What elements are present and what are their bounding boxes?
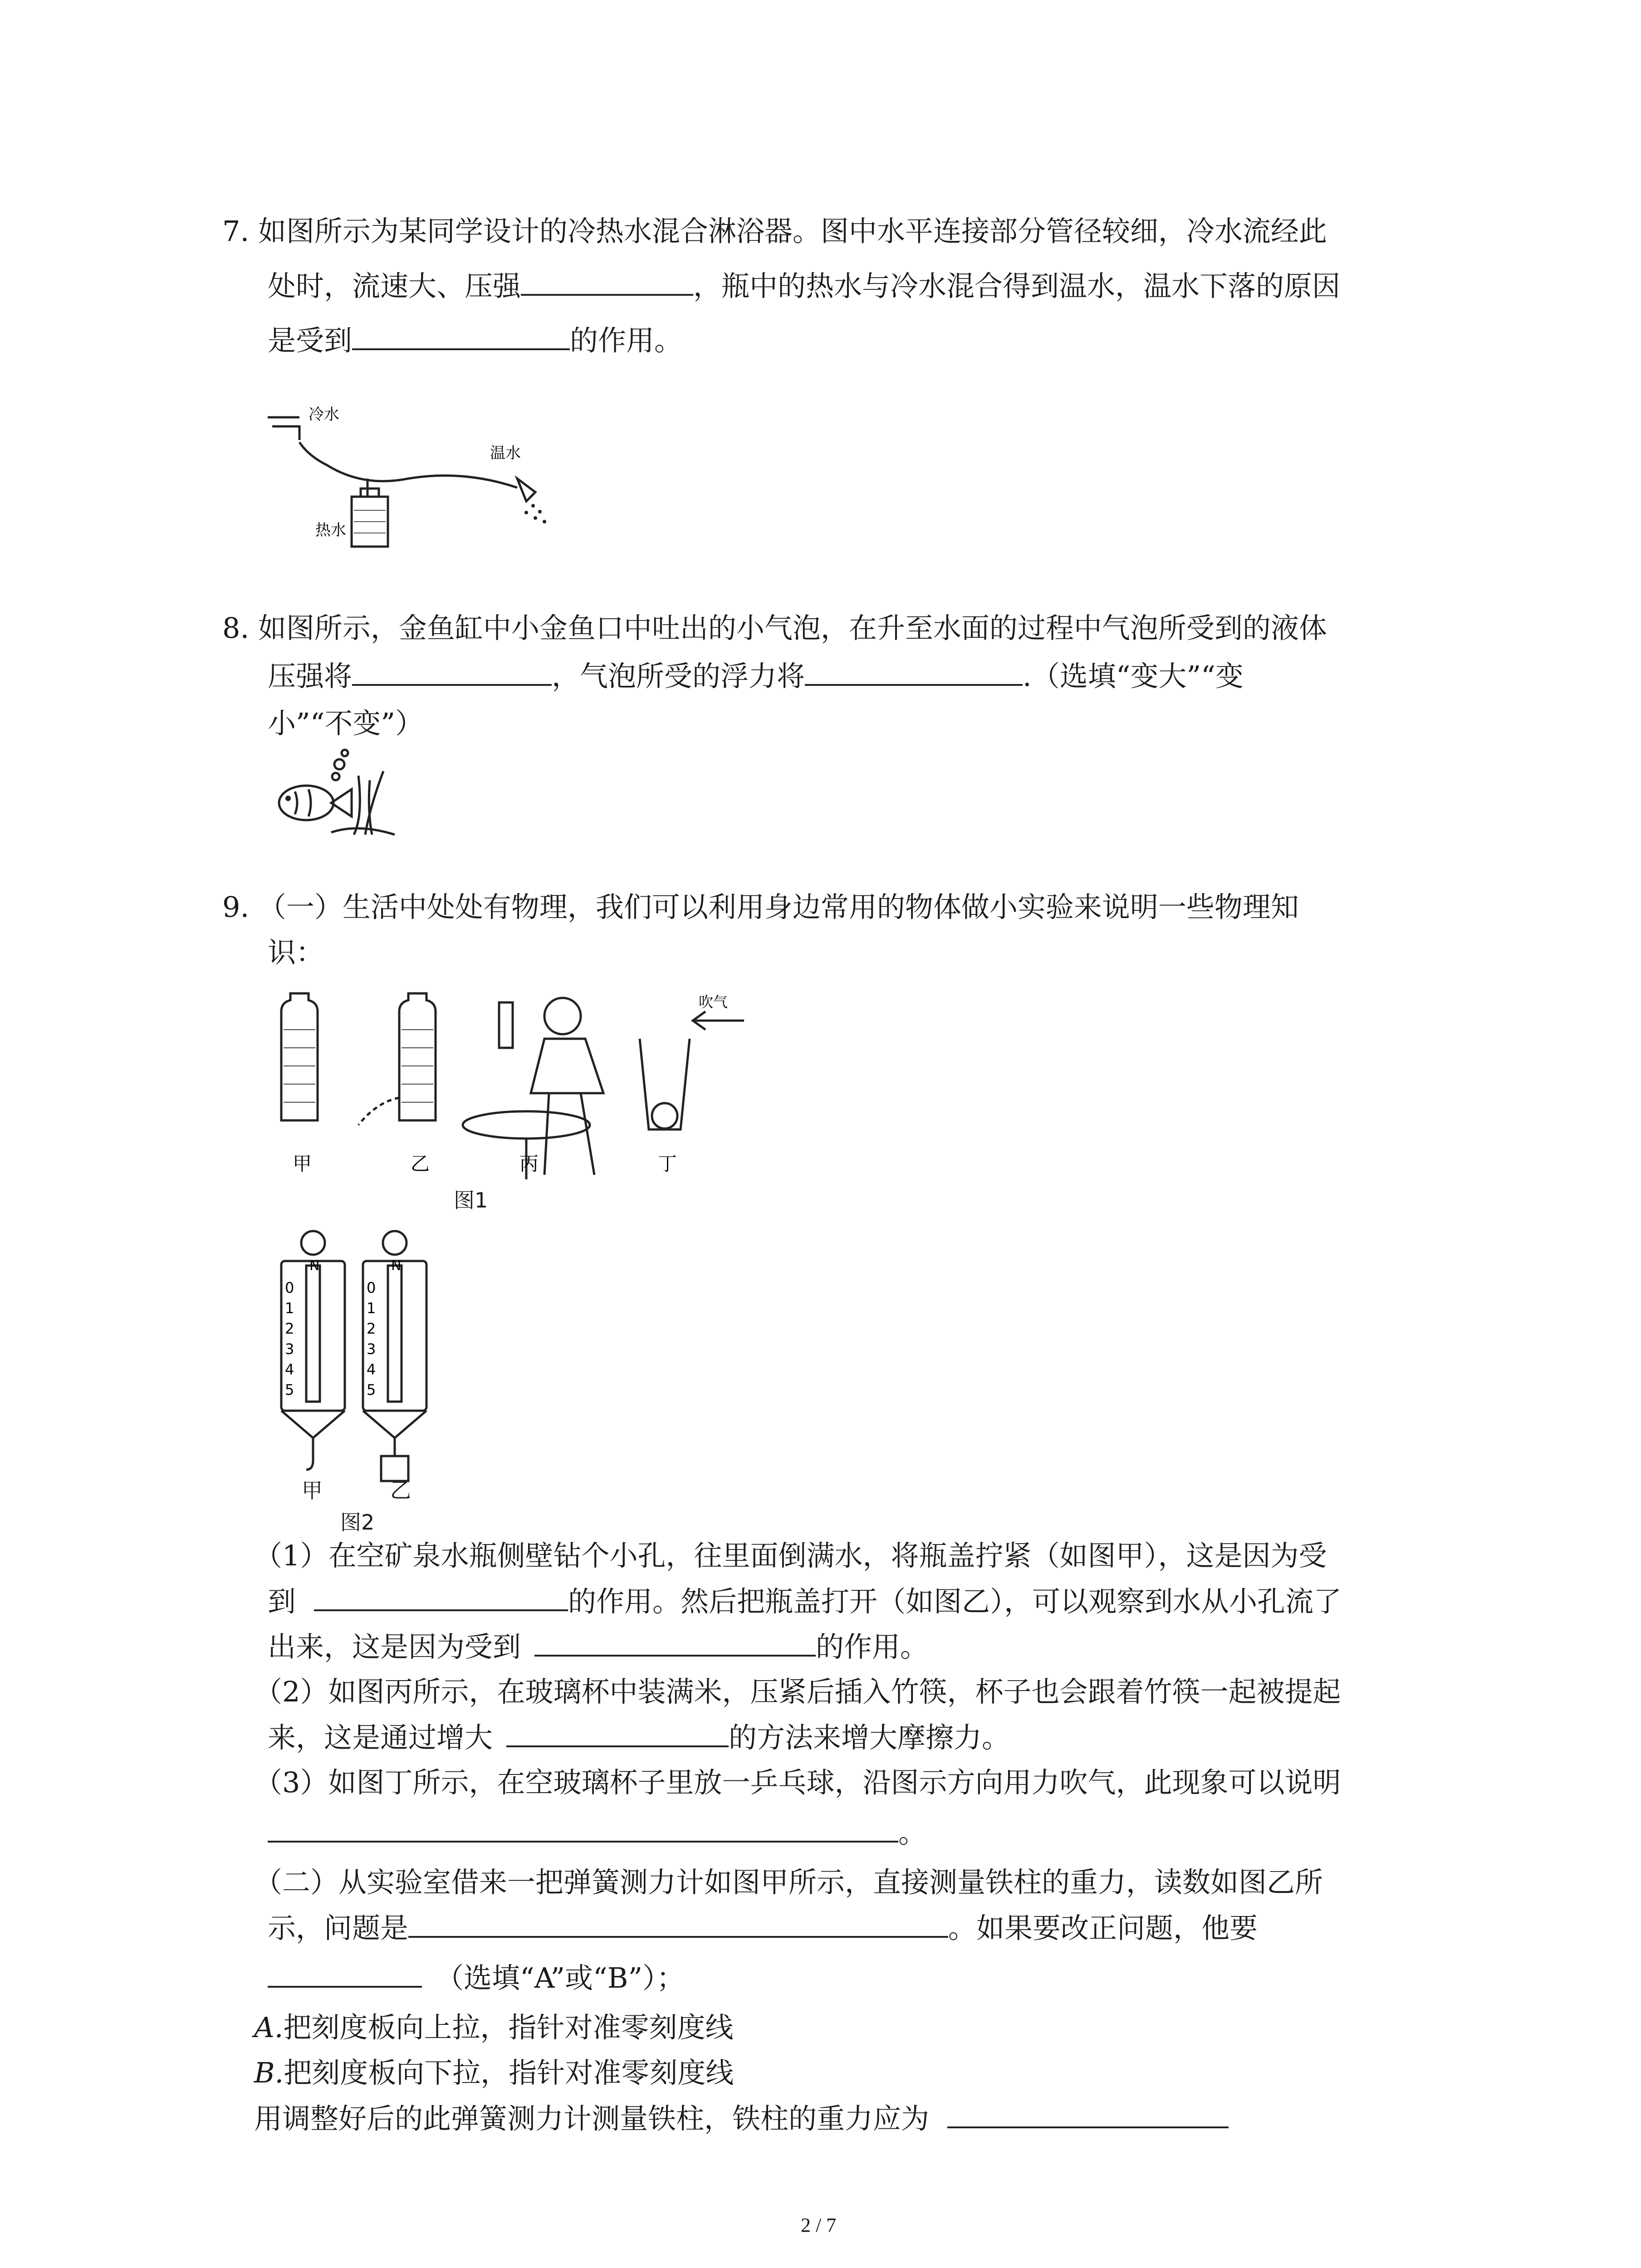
- q9-p3-line-1: （3）如图丁所示，在空玻璃杯子里放一乒乓球，沿图示方向用力吹气，此现象可以说明: [254, 1766, 1341, 1799]
- shower-mixer-figure: [254, 399, 581, 553]
- q7-line-1: 7. 如图所示为某同学设计的冷热水混合淋浴器。图中水平连接部分管径较细，冷水流经此: [222, 215, 1327, 248]
- q9-p5-line: 用调整好后的此弹簧测力计测量铁柱，铁柱的重力应为: [254, 2100, 1229, 2137]
- tick-left-0: 0: [285, 1279, 294, 1296]
- q9-blank-4[interactable]: [268, 1814, 898, 1843]
- q8-line-3: 小”“不变”）: [268, 707, 424, 740]
- scale-unit-yi: N: [391, 1258, 402, 1274]
- figure-2-caption: 图2: [340, 1510, 375, 1535]
- fig1-label-ding: 丁: [658, 1153, 677, 1175]
- q9-blank-2[interactable]: [534, 1628, 816, 1657]
- q9-p1-line-3: 出来，这是因为受到 的作用。: [268, 1628, 928, 1665]
- tick-right-3: 3: [367, 1340, 376, 1358]
- page-number: 2 / 7: [801, 2214, 837, 2236]
- figure-2-spring-scales: [272, 1225, 454, 1497]
- q9-p1-line-1: （1）在空矿泉水瓶侧壁钻个小孔，往里面倒满水，将瓶盖拧紧（如图甲），这是因为受: [254, 1539, 1327, 1572]
- goldfish-figure: [263, 748, 413, 839]
- tick-right-2: 2: [367, 1320, 376, 1337]
- q9-blank-1[interactable]: [314, 1583, 568, 1611]
- scale-unit-jia: N: [309, 1258, 320, 1274]
- tick-left-4: 4: [285, 1361, 294, 1378]
- q7-blank-1[interactable]: [521, 268, 693, 296]
- q9-blank-5[interactable]: [408, 1910, 948, 1938]
- fig1-label-yi: 乙: [411, 1153, 430, 1175]
- q9-p4-line-3: （选填“A”或“B”）；: [268, 1960, 685, 1996]
- q9-p2-line-1: （2）如图丙所示，在玻璃杯中装满米，压紧后插入竹筷，杯子也会跟着竹筷一起被提起: [254, 1675, 1341, 1708]
- fig1-label-bing: 丙: [519, 1153, 539, 1175]
- figure-1-caption: 图1: [454, 1188, 488, 1212]
- tick-left-1: 1: [285, 1300, 294, 1317]
- tick-right-1: 1: [367, 1300, 376, 1317]
- fig2-label-jia: 甲: [302, 1478, 323, 1503]
- q9-line-2: 识：: [268, 936, 324, 969]
- q9-blank-6[interactable]: [268, 1960, 422, 1988]
- q9-blank-3[interactable]: [506, 1719, 729, 1747]
- q9-option-b: B.把刻度板向下拉，指针对准零刻度线: [254, 2056, 734, 2089]
- q8-line-2: 压强将 ，气泡所受的浮力将 .（选填“变大”“变: [268, 658, 1244, 694]
- figure-1-experiments: [272, 984, 749, 1193]
- q7-line-3: 是受到 的作用。: [268, 322, 682, 359]
- q9-p3-line-2: 。: [268, 1814, 926, 1851]
- q7-line-2: 处时，流速大、压强 ，瓶中的热水与冷水混合得到温水，温水下落的原因: [268, 268, 1340, 304]
- tick-right-0: 0: [367, 1279, 376, 1296]
- label-hot-water: 热水: [315, 521, 346, 539]
- q9-p2-line-2: 来，这是通过增大 的方法来增大摩擦力。: [268, 1719, 1010, 1756]
- q9-blank-7[interactable]: [947, 2100, 1229, 2128]
- q9-option-a: A.把刻度板向上拉，指针对准零刻度线: [254, 2011, 734, 2044]
- tick-right-5: 5: [367, 1381, 376, 1398]
- q9-p4-line-1: （二）从实验室借来一把弹簧测力计如图甲所示，直接测量铁柱的重力，读数如图乙所: [254, 1866, 1323, 1899]
- tick-left-3: 3: [285, 1340, 294, 1358]
- q9-line-1: 9. （一）生活中处处有物理，我们可以利用身边常用的物体做小实验来说明一些物理知: [222, 890, 1299, 924]
- label-blow: 吹气: [699, 993, 728, 1011]
- label-cold-water: 冷水: [309, 406, 339, 424]
- tick-left-5: 5: [285, 1381, 294, 1398]
- q9-p1-line-2: 到 的作用。然后把瓶盖打开（如图乙），可以观察到水从小孔流了: [268, 1583, 1342, 1620]
- q9-p4-line-2: 示，问题是 。如果要改正问题，他要: [268, 1910, 1258, 1946]
- fig2-label-yi: 乙: [390, 1478, 411, 1503]
- label-warm-water: 温水: [490, 444, 521, 462]
- tick-right-4: 4: [367, 1361, 376, 1378]
- q7-blank-2[interactable]: [352, 322, 570, 350]
- fig1-label-jia: 甲: [293, 1153, 312, 1175]
- q8-line-1: 8. 如图所示，金鱼缸中小金鱼口中吐出的小气泡，在升至水面的过程中气泡所受到的液体: [222, 611, 1327, 645]
- q8-blank-1[interactable]: [352, 658, 552, 686]
- tick-left-2: 2: [285, 1320, 294, 1337]
- q8-blank-2[interactable]: [805, 658, 1023, 686]
